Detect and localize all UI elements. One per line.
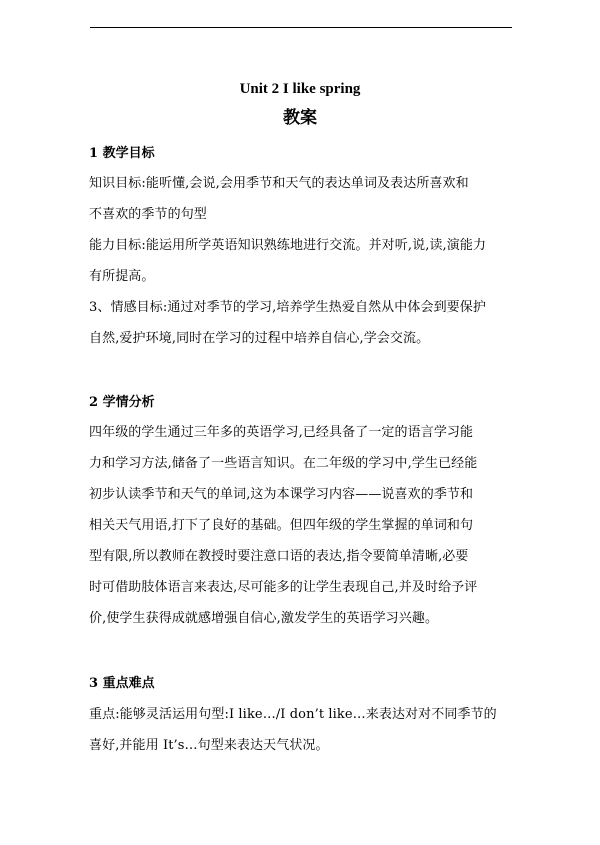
paragraph-line: 不喜欢的季节的句型 — [89, 207, 207, 222]
paragraph-line: 喜好,并能用 It’s…句型来表达天气状况。 — [89, 738, 329, 753]
section-heading-key-points: 3 重点难点 — [89, 676, 155, 691]
paragraph-line: 初步认读季节和天气的单词,这为本课学习内容——说喜欢的季节和 — [89, 487, 474, 502]
page-subtitle: 教案 — [283, 108, 317, 128]
paragraph-line: 能力目标:能运用所学英语知识熟练地进行交流。并对听,说,读,演能力 — [89, 238, 487, 253]
paragraph-line: 重点:能够灵活运用句型:I like…/I don’t like…来表达对对不同季节的 — [89, 707, 497, 722]
paragraph-line: 有所提高。 — [89, 269, 155, 284]
paragraph-line: 知识目标:能听懂,会说,会用季节和天气的表达单词及表达所喜欢和 — [89, 176, 469, 191]
paragraph-line: 时可借助肢体语言来表达,尽可能多的让学生表现自己,并及时给予评 — [89, 580, 478, 595]
page-title: Unit 2 I like spring — [239, 81, 361, 97]
paragraph-line: 3、情感目标:通过对季节的学习,培养学生热爱自然从中体会到要保护 — [89, 300, 486, 315]
header-rule — [90, 27, 512, 28]
section-heading-learner-analysis: 2 学情分析 — [89, 395, 155, 410]
section-heading-objectives: 1 教学目标 — [89, 146, 155, 161]
paragraph-line: 力和学习方法,储备了一些语言知识。在二年级的学习中,学生已经能 — [89, 456, 478, 471]
paragraph-line: 相关天气用语,打下了良好的基础。但四年级的学生掌握的单词和句 — [89, 518, 474, 533]
paragraph-line: 型有限,所以教师在教授时要注意口语的表达,指令要简单清晰,必要 — [89, 549, 469, 564]
paragraph-line: 四年级的学生通过三年多的英语学习,已经具备了一定的语言学习能 — [89, 425, 474, 440]
paragraph-line: 自然,爱护环境,同时在学习的过程中培养自信心,学会交流。 — [89, 331, 430, 346]
paragraph-line: 价,使学生获得成就感增强自信心,激发学生的英语学习兴趣。 — [89, 611, 439, 626]
